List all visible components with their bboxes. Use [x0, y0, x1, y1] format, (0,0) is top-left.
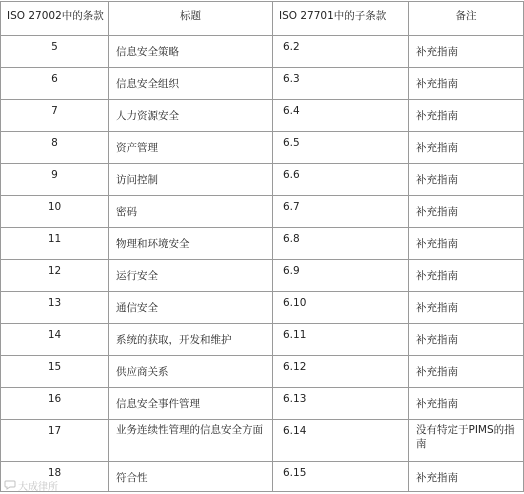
title-cell: 访问控制	[109, 164, 273, 196]
subclause-cell: 6.10	[273, 292, 409, 324]
chat-bubble-icon	[4, 479, 16, 491]
table-row	[1, 324, 524, 356]
title-cell: 符合性	[109, 462, 273, 492]
title-cell: 通信安全	[109, 292, 273, 324]
note-cell: 补充指南	[409, 356, 524, 388]
note-cell: 补充指南	[409, 68, 524, 100]
clause-cell: 18	[1, 462, 109, 492]
title-cell: 信息安全事件管理	[109, 388, 273, 420]
title-cell: 资产管理	[109, 132, 273, 164]
clause-cell: 6	[1, 68, 109, 100]
title-cell: 人力资源安全	[109, 100, 273, 132]
note-cell: 补充指南	[409, 462, 524, 492]
subclause-cell: 6.4	[273, 100, 409, 132]
header-iso27701-subclause: ISO 27701中的子条款	[273, 2, 409, 36]
note-cell: 补充指南	[409, 388, 524, 420]
note-cell: 补充指南	[409, 228, 524, 260]
header-iso27002-clause: ISO 27002中的条款	[1, 2, 109, 36]
subclause-cell: 6.3	[273, 68, 409, 100]
subclause-cell: 6.15	[273, 462, 409, 492]
clause-cell: 15	[1, 356, 109, 388]
clause-cell: 7	[1, 100, 109, 132]
subclause-cell: 6.13	[273, 388, 409, 420]
table-row	[1, 388, 524, 420]
header-title: 标题	[109, 2, 273, 36]
clause-mapping-table-container	[0, 1, 523, 492]
clause-mapping-table	[0, 1, 524, 492]
table-row	[1, 356, 524, 388]
clause-cell: 16	[1, 388, 109, 420]
clause-cell: 14	[1, 324, 109, 356]
clause-cell: 17	[1, 420, 109, 462]
table-row	[1, 68, 524, 100]
table-row	[1, 420, 524, 462]
clause-cell: 9	[1, 164, 109, 196]
note-cell: 没有特定于PIMS的指南	[409, 420, 524, 462]
watermark-text: 大成律所	[18, 481, 58, 493]
clause-cell: 11	[1, 228, 109, 260]
note-cell: 补充指南	[409, 36, 524, 68]
table-row	[1, 260, 524, 292]
table-header-row	[1, 2, 524, 36]
note-cell: 补充指南	[409, 132, 524, 164]
table-row	[1, 196, 524, 228]
title-cell: 信息安全组织	[109, 68, 273, 100]
subclause-cell: 6.11	[273, 324, 409, 356]
table-row	[1, 36, 524, 68]
subclause-cell: 6.12	[273, 356, 409, 388]
subclause-cell: 6.2	[273, 36, 409, 68]
note-cell: 补充指南	[409, 196, 524, 228]
table-row	[1, 462, 524, 492]
title-cell: 供应商关系	[109, 356, 273, 388]
subclause-cell: 6.7	[273, 196, 409, 228]
clause-cell: 5	[1, 36, 109, 68]
clause-cell: 12	[1, 260, 109, 292]
table-body	[1, 36, 524, 492]
note-cell: 补充指南	[409, 324, 524, 356]
table-row	[1, 164, 524, 196]
table-row	[1, 228, 524, 260]
subclause-cell: 6.14	[273, 420, 409, 462]
title-cell: 物理和环境安全	[109, 228, 273, 260]
clause-cell: 8	[1, 132, 109, 164]
title-cell: 业务连续性管理的信息安全方面	[109, 420, 273, 462]
table-row	[1, 292, 524, 324]
note-cell: 补充指南	[409, 260, 524, 292]
table-row	[1, 100, 524, 132]
watermark	[4, 478, 58, 492]
title-cell: 信息安全策略	[109, 36, 273, 68]
title-cell: 运行安全	[109, 260, 273, 292]
header-note: 备注	[409, 2, 524, 36]
note-cell: 补充指南	[409, 164, 524, 196]
note-cell: 补充指南	[409, 100, 524, 132]
clause-cell: 10	[1, 196, 109, 228]
subclause-cell: 6.8	[273, 228, 409, 260]
subclause-cell: 6.9	[273, 260, 409, 292]
title-cell: 系统的获取，开发和维护	[109, 324, 273, 356]
title-cell: 密码	[109, 196, 273, 228]
table-row	[1, 132, 524, 164]
subclause-cell: 6.6	[273, 164, 409, 196]
note-cell: 补充指南	[409, 292, 524, 324]
subclause-cell: 6.5	[273, 132, 409, 164]
clause-cell: 13	[1, 292, 109, 324]
